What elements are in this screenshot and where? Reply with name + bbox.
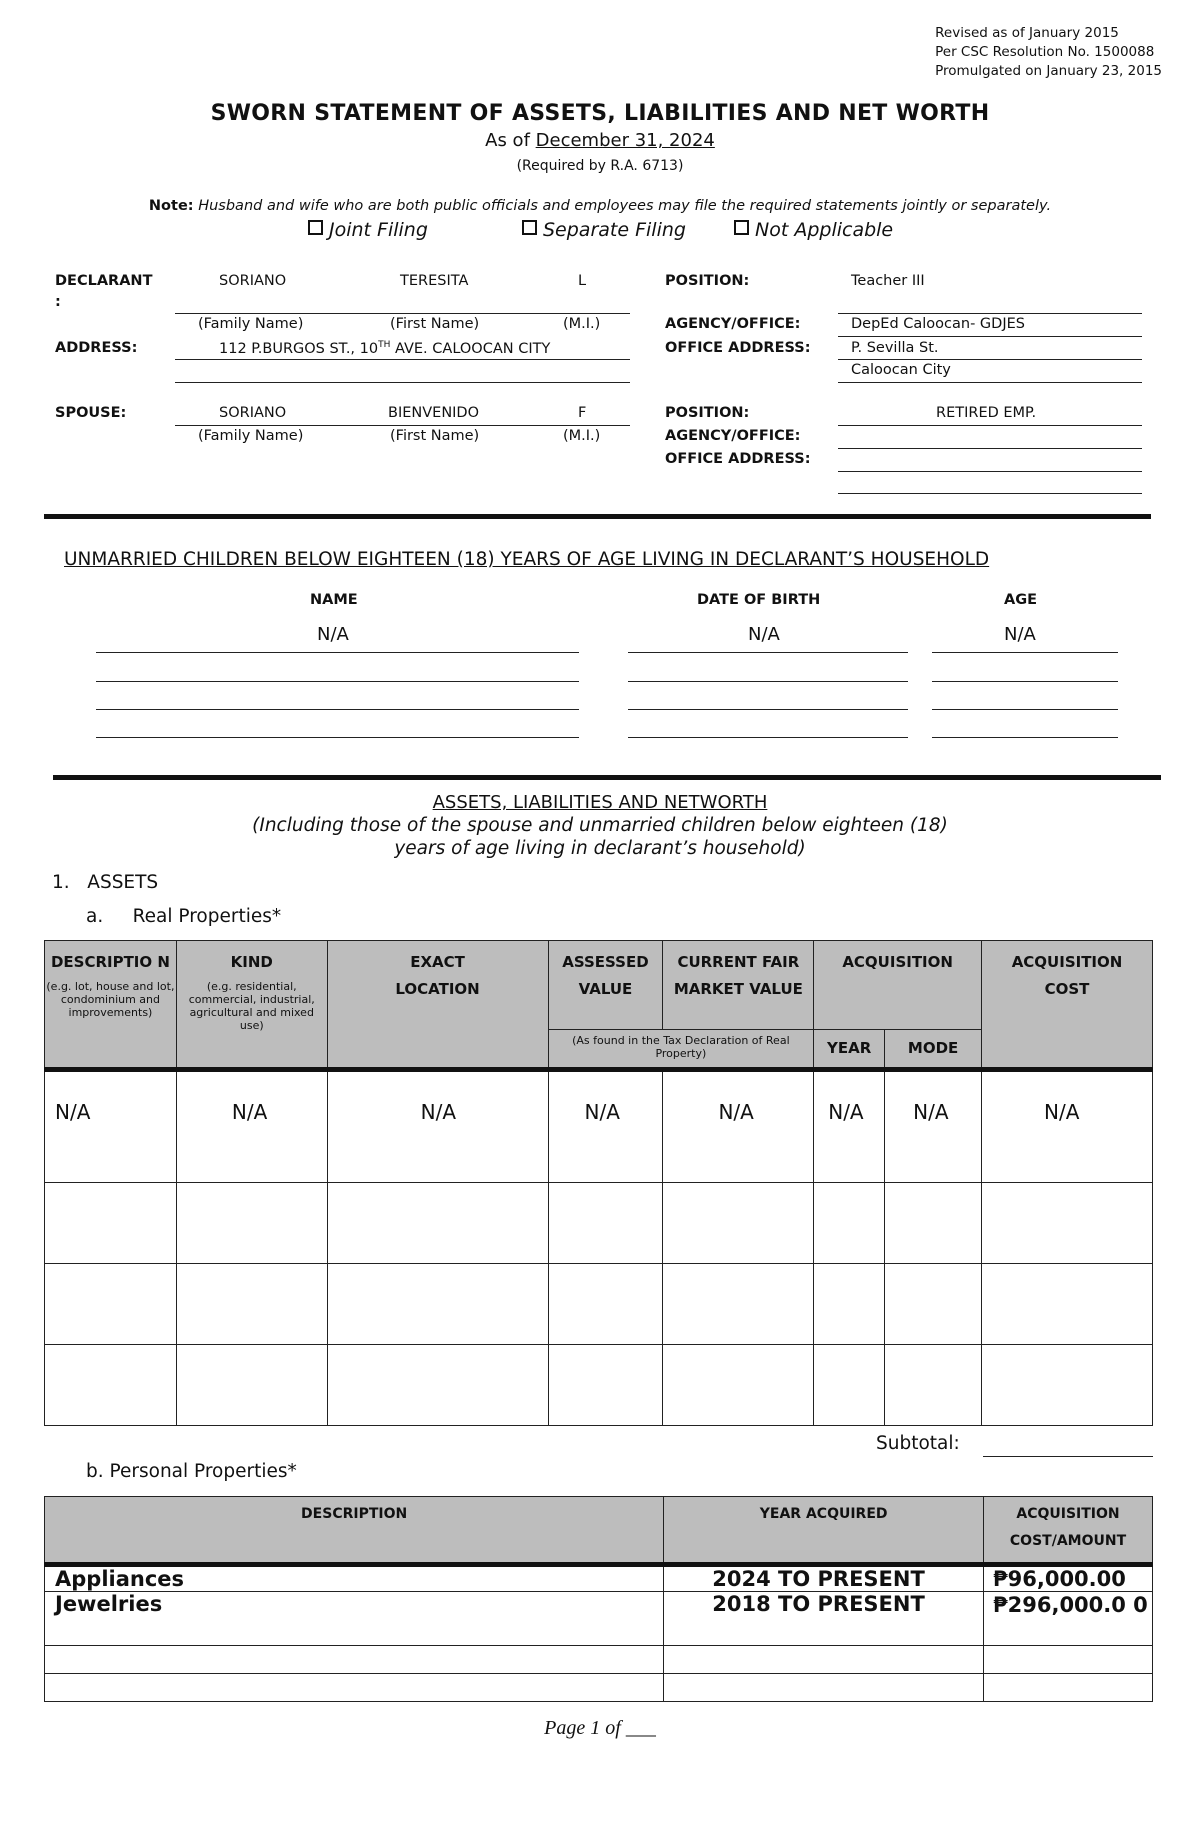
rp-cell: N/A: [327, 1070, 548, 1183]
address-sup: TH: [378, 340, 391, 350]
spouse-label: SPOUSE:: [55, 405, 127, 421]
personal-properties-table: [44, 1496, 1153, 1702]
pp-row-1: [45, 1565, 1153, 1592]
spouse-first-name: BIENVENIDO: [388, 405, 480, 421]
agency-value: DepEd Caloocan- GDJES: [851, 316, 1025, 332]
office-address-1: P. Sevilla St.: [851, 340, 939, 356]
spouse-position-value: RETIRED EMP.: [936, 405, 1037, 421]
assets-heading: ASSETS, LIABILITIES AND NETWORTH: [432, 792, 768, 813]
position-value: Teacher III: [851, 273, 925, 289]
rp-header-kind: KIND (e.g. residential, commercial, industrial, agricultural and mixed use): [176, 941, 327, 1070]
rp-cell: N/A: [814, 1070, 885, 1183]
real-properties-label: a. Real Properties*: [86, 906, 282, 927]
agency-label: AGENCY/OFFICE:: [665, 316, 801, 332]
child-age-line-2: [932, 681, 1118, 682]
assets-sub-2: years of age living in declarant’s household): [394, 838, 806, 859]
child-dob-line-2: [628, 681, 908, 682]
pp-header-description: DESCRIPTION: [45, 1497, 664, 1565]
pp-header-cost: ACQUISITION COST/AMOUNT: [984, 1497, 1153, 1565]
position-line: [838, 313, 1142, 314]
promulgated-date: Promulgated on January 23, 2015: [935, 63, 1162, 79]
children-col-name: NAME: [310, 592, 358, 608]
separate-filing-option[interactable]: [522, 219, 686, 241]
spouse-agency-line: [838, 448, 1142, 449]
real-properties-table: [44, 940, 1153, 1426]
address-value: [219, 340, 550, 357]
child-age-line-3: [932, 709, 1118, 710]
note-label: Note:: [148, 198, 194, 214]
note-line: [0, 198, 1200, 214]
required-by: (Required by R.A. 6713): [516, 158, 684, 174]
assets-sub-1: (Including those of the spouse and unmarried children below eighteen (18): [252, 815, 948, 836]
child-dob-line-1: [628, 652, 908, 653]
pp-cost: ₱96,000.00: [984, 1565, 1153, 1592]
spouse-position-label: POSITION:: [665, 405, 750, 421]
children-col-dob: DATE OF BIRTH: [697, 592, 821, 608]
checkbox-icon[interactable]: [522, 220, 537, 235]
pp-cost: ₱296,000.0 0: [984, 1592, 1153, 1646]
rp-row-4: [45, 1345, 1153, 1426]
rp-header-description: DESCRIPTIO N (e.g. lot, house and lot, condominium and improvements): [45, 941, 177, 1070]
rp-cell: N/A: [663, 1070, 814, 1183]
office-address-label: OFFICE ADDRESS:: [665, 340, 811, 356]
rp-header-assessed: ASSESSED VALUE: [548, 941, 663, 1030]
not-applicable-label: Not Applicable: [755, 219, 894, 241]
spouse-family-caption: (Family Name): [198, 428, 304, 444]
rp-cell: N/A: [176, 1070, 327, 1183]
pp-description: Appliances: [45, 1565, 664, 1592]
declarant-mi: L: [578, 273, 587, 289]
subtotal-label: Subtotal:: [876, 1433, 960, 1454]
spouse-office-line-1: [838, 471, 1142, 472]
child-name-line-2: [96, 681, 579, 682]
document-title: SWORN STATEMENT OF ASSETS, LIABILITIES AND NET WORTH: [210, 101, 990, 126]
rp-header-fair-market: CURRENT FAIR MARKET VALUE: [663, 941, 814, 1030]
as-of-line: [0, 130, 1200, 151]
rp-cell: N/A: [982, 1070, 1153, 1183]
child-name-line-3: [96, 709, 579, 710]
joint-filing-label: Joint Filing: [329, 219, 428, 241]
rp-header-tax-note: (As found in the Tax Declaration of Real Property): [548, 1030, 814, 1070]
not-applicable-option[interactable]: [734, 219, 893, 241]
rp-cell: N/A: [548, 1070, 663, 1183]
office-address-2: Caloocan City: [851, 362, 951, 378]
child-dob: N/A: [748, 624, 780, 645]
address-line-2: [175, 382, 630, 383]
declarant-first-name: TERESITA: [400, 273, 469, 289]
pp-year: 2018 TO PRESENT: [664, 1592, 984, 1646]
rp-header-mode: MODE: [885, 1030, 982, 1070]
child-dob-line-4: [628, 737, 908, 738]
pp-row-3: [45, 1646, 1153, 1674]
rp-row-2: [45, 1183, 1153, 1264]
spouse-position-line: [838, 425, 1142, 426]
declarant-label: DECLARANT: [55, 273, 153, 289]
child-name-line-1: [96, 652, 579, 653]
child-age-line-4: [932, 737, 1118, 738]
pp-header-year: YEAR ACQUIRED: [664, 1497, 984, 1565]
spouse-mi: F: [578, 405, 587, 421]
rp-cell: N/A: [885, 1070, 982, 1183]
assets-label: 1. ASSETS: [52, 872, 159, 893]
agency-line: [838, 336, 1142, 337]
checkbox-icon[interactable]: [308, 220, 323, 235]
declarant-family-name: SORIANO: [219, 273, 287, 289]
address-street: 112 P.BURGOS ST., 10: [219, 340, 379, 357]
pp-row-2: [45, 1592, 1153, 1646]
spouse-name-line: [175, 425, 630, 426]
pp-row-4: [45, 1674, 1153, 1702]
declarant-colon: :: [55, 294, 61, 310]
rp-row-1: [45, 1070, 1153, 1183]
child-name: N/A: [317, 624, 349, 645]
spouse-mi-caption: (M.I.): [563, 428, 601, 444]
revised-date: Revised as of January 2015: [935, 25, 1119, 41]
office-address-line-2: [838, 382, 1142, 383]
first-name-caption: (First Name): [390, 316, 480, 332]
pp-year: 2024 TO PRESENT: [664, 1565, 984, 1592]
rp-cell: N/A: [45, 1070, 177, 1183]
subtotal-line: [983, 1456, 1153, 1457]
family-name-caption: (Family Name): [198, 316, 304, 332]
pp-description: Jewelries: [45, 1592, 664, 1646]
child-age-line-1: [932, 652, 1118, 653]
declarant-name-line: [175, 313, 630, 314]
address-label: ADDRESS:: [55, 340, 138, 356]
spouse-agency-label: AGENCY/OFFICE:: [665, 428, 801, 444]
rp-header-location: EXACT LOCATION: [327, 941, 548, 1070]
mi-caption: (M.I.): [563, 316, 601, 332]
checkbox-icon[interactable]: [734, 220, 749, 235]
rp-header-acquisition: ACQUISITION: [814, 941, 982, 1030]
address-line-1: [175, 359, 630, 360]
children-heading: UNMARRIED CHILDREN BELOW EIGHTEEN (18) YEARS OF AGE LIVING IN DECLARANT’S HOUSEHOLD: [64, 549, 990, 570]
personal-properties-label: b. Personal Properties*: [86, 1461, 297, 1482]
as-of-date: December 31, 2024: [535, 130, 715, 151]
spouse-first-caption: (First Name): [390, 428, 480, 444]
children-col-age: AGE: [1004, 592, 1038, 608]
revision-info: [935, 24, 1162, 81]
separate-filing-label: Separate Filing: [543, 219, 686, 241]
section-divider: [44, 514, 1151, 519]
spouse-family-name: SORIANO: [219, 405, 287, 421]
address-city: AVE. CALOOCAN CITY: [390, 340, 551, 357]
spouse-office-line-2: [838, 493, 1142, 494]
spouse-office-address-label: OFFICE ADDRESS:: [665, 451, 811, 467]
joint-filing-option[interactable]: [308, 219, 428, 241]
rp-row-3: [45, 1264, 1153, 1345]
child-name-line-4: [96, 737, 579, 738]
rp-header-year: YEAR: [814, 1030, 885, 1070]
office-address-line-1: [838, 359, 1142, 360]
page-number: Page 1 of ___: [544, 1717, 656, 1739]
child-dob-line-3: [628, 709, 908, 710]
note-text: Husband and wife who are both public officials and employees may file the required statements jointly or separately.: [198, 198, 1052, 214]
rp-header-acq-cost: ACQUISITION COST: [982, 941, 1153, 1070]
position-label: POSITION:: [665, 273, 750, 289]
section-divider-2: [53, 775, 1161, 780]
as-of-label: As of: [485, 130, 530, 151]
csc-resolution: Per CSC Resolution No. 1500088: [935, 44, 1155, 60]
child-age: N/A: [1004, 624, 1036, 645]
